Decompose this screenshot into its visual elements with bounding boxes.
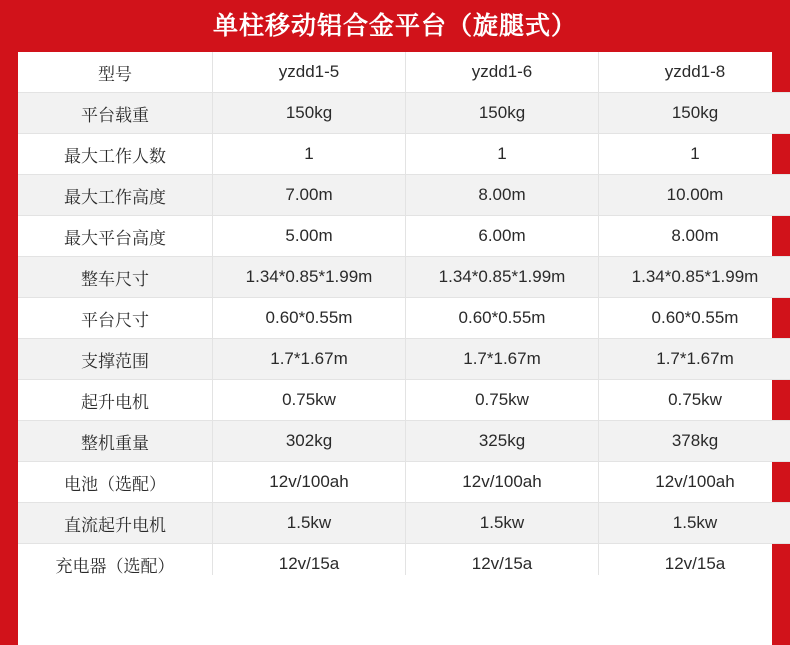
bottom-band [0,575,790,645]
table-row [18,52,790,93]
row-value: 1.7*1.67m [599,339,790,380]
row-label: 充电器（选配） [18,544,213,585]
row-value: 8.00m [599,216,790,257]
row-value: 150kg [599,93,790,134]
row-value: 378kg [599,421,790,462]
row-value: 0.60*0.55m [406,298,599,339]
row-label: 平台载重 [18,93,213,134]
row-value: 1.34*0.85*1.99m [213,257,406,298]
row-value: 1 [599,134,790,175]
row-value: 1.7*1.67m [213,339,406,380]
row-value: 1 [213,134,406,175]
table-row [18,257,790,298]
row-label: 支撑范围 [18,339,213,380]
table-body [18,52,790,584]
row-value: 0.75kw [406,380,599,421]
row-value: 1.34*0.85*1.99m [599,257,790,298]
table-row [18,216,790,257]
row-value: 12v/15a [406,544,599,585]
table-row [18,93,790,134]
table-row [18,339,790,380]
bottom-left-red-corner [0,575,18,645]
row-value: 12v/100ah [406,462,599,503]
table-row [18,134,790,175]
row-value: yzdd1-8 [599,52,790,93]
table-row [18,421,790,462]
row-value: 12v/15a [213,544,406,585]
row-value: 150kg [406,93,599,134]
row-value: 0.75kw [213,380,406,421]
table-row [18,175,790,216]
row-value: 1.5kw [406,503,599,544]
row-value: 1 [406,134,599,175]
row-label: 平台尺寸 [18,298,213,339]
row-value: 150kg [213,93,406,134]
row-value: 7.00m [213,175,406,216]
row-label: 最大工作人数 [18,134,213,175]
row-value: 302kg [213,421,406,462]
row-value: yzdd1-6 [406,52,599,93]
specification-table [18,52,790,584]
table-row [18,503,790,544]
table-row [18,298,790,339]
row-value: 0.60*0.55m [213,298,406,339]
row-label: 整机重量 [18,421,213,462]
table-row [18,462,790,503]
row-value: 8.00m [406,175,599,216]
row-value: 12v/100ah [599,462,790,503]
row-label: 最大平台高度 [18,216,213,257]
row-value: 1.5kw [213,503,406,544]
row-value: 5.00m [213,216,406,257]
left-red-edge [0,0,18,645]
row-label: 整车尺寸 [18,257,213,298]
row-label: 直流起升电机 [18,503,213,544]
row-value: 10.00m [599,175,790,216]
row-value: 12v/100ah [213,462,406,503]
row-value: 1.7*1.67m [406,339,599,380]
row-value: 1.34*0.85*1.99m [406,257,599,298]
page-title-bar [18,0,772,52]
table-row [18,380,790,421]
row-value: 12v/15a [664,554,726,573]
row-value: 325kg [406,421,599,462]
row-label: 型号 [18,52,213,93]
page-title: 单柱移动铝合金平台（旋腿式） [212,11,577,40]
row-value: 1.5kw [599,503,790,544]
bottom-right-red-corner [772,575,790,645]
row-label: 最大工作高度 [18,175,213,216]
row-value: 0.60*0.55m [599,298,790,339]
row-label: 起升电机 [18,380,213,421]
row-label: 电池（选配） [18,462,213,503]
row-value: 6.00m [406,216,599,257]
row-value: 0.75kw [599,380,790,421]
row-value: yzdd1-5 [213,52,406,93]
